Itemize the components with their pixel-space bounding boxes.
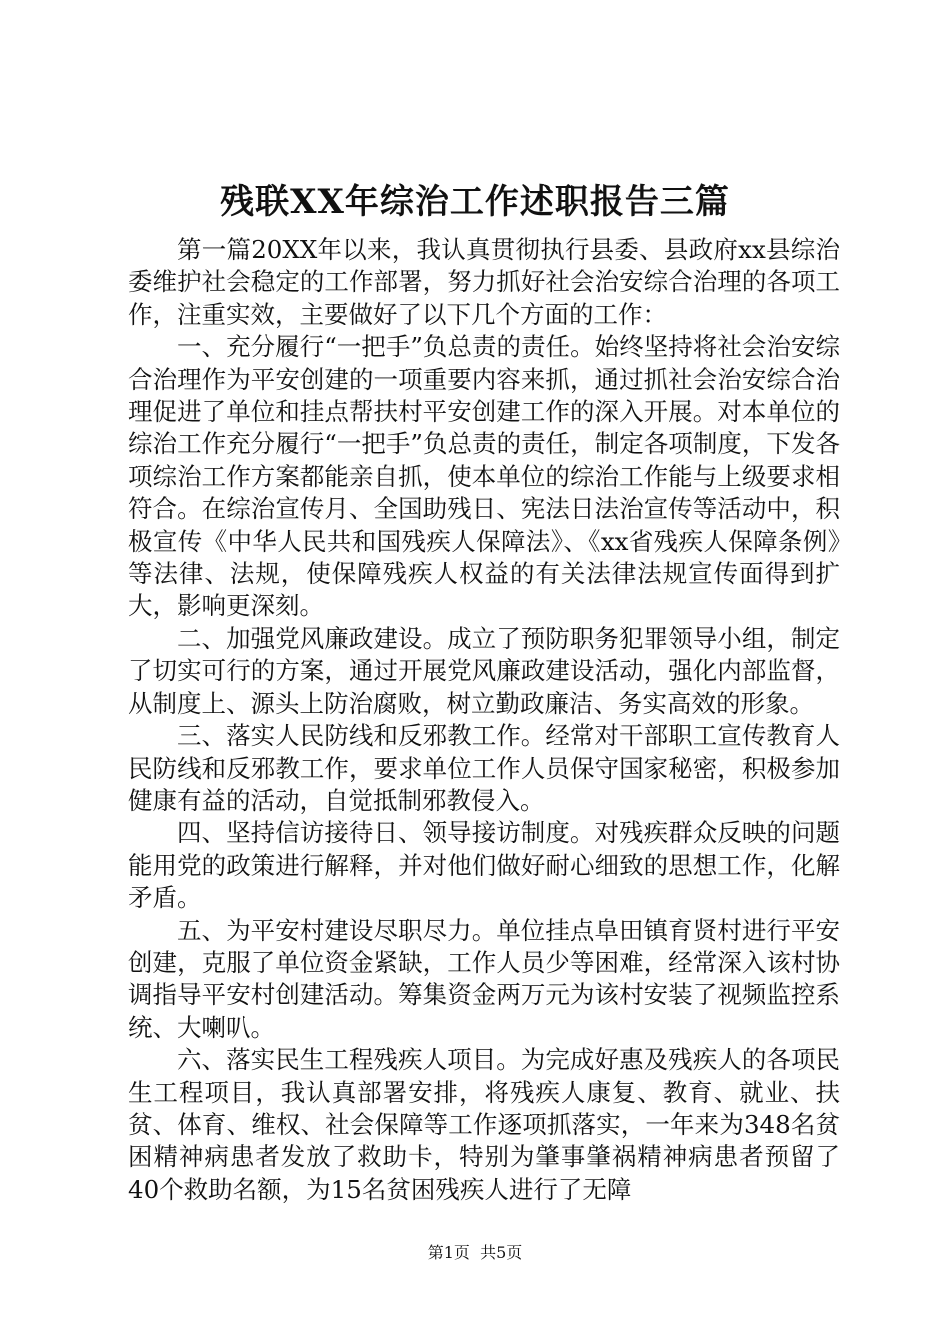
document-title: 残联XX年综治工作述职报告三篇	[220, 182, 730, 222]
paragraph-intro: 第一篇20XX年以来，我认真贯彻执行县委、县政府xx县综治委维护社会稳定的工作部署，努力抓好社会治安综合治理的各项工作，注重实效，主要做好了以下几个方面的工作：	[128, 235, 840, 329]
footer-separator	[470, 1243, 480, 1262]
paragraph-section-1: 一、充分履行“一把手”负总责的责任。始终坚持将社会治安综合治理作为平安创建的一项重要内容来抓，通过抓社会治安综合治理促进了单位和挂点帮扶村平安创建工作的深入开展。对本单位的综治工作充分履行“一把手”负总责的责任，制定各项制度，下发各项综治工作方案都能亲自抓，使本单位的综治工作能与上级要求相符合。在综治宣传月、全国助残日、宪法日法治宣传等活动中，积极宣传《中华人民共和国残疾人保障法》、《xx省残疾人保障条例》等法律、法规，使保障残疾人权益的有关法律法规宣传面得到扩大，影响更深刻。	[128, 332, 840, 621]
paragraph-section-5: 五、为平安村建设尽职尽力。单位挂点阜田镇育贤村进行平安创建，克服了单位资金紧缺，工作人员少等困难，经常深入该村协调指导平安村创建活动。筹集资金两万元为该村安装了视频监控系统、大喇叭。	[128, 915, 840, 1042]
paragraph-section-4: 四、坚持信访接待日、领导接访制度。对残疾群众反映的问题能用党的政策进行解释，并对他们做好耐心细致的思想工作，化解矛盾。	[128, 818, 840, 913]
page-footer	[0, 1242, 950, 1264]
page-number-total: 共5页	[480, 1243, 523, 1262]
paragraph-section-2: 二、加强党风廉政建设。成立了预防职务犯罪领导小组，制定了切实可行的方案，通过开展党风廉政建设活动，强化内部监督，从制度上、源头上防治腐败，树立勤政廉洁、务实高效的形象。	[128, 623, 840, 718]
paragraph-section-6: 六、落实民生工程残疾人项目。为完成好惠及残疾人的各项民生工程项目，我认真部署安排，将残疾人康复、教育、就业、扶贫、体育、维权、社会保障等工作逐项抓落实，一年来为348名贫困精神病患者发放了救助卡，特别为肇事肇祸精神病患者预留了40个救助名额，为15名贫困残疾人进行了无障	[128, 1045, 840, 1204]
paragraph-section-3: 三、落实人民防线和反邪教工作。经常对干部职工宣传教育人民防线和反邪教工作，要求单位工作人员保守国家秘密，积极参加健康有益的活动，自觉抵制邪教侵入。	[128, 721, 840, 815]
page-number-current: 第1页	[427, 1243, 470, 1262]
document-body	[128, 234, 840, 1206]
